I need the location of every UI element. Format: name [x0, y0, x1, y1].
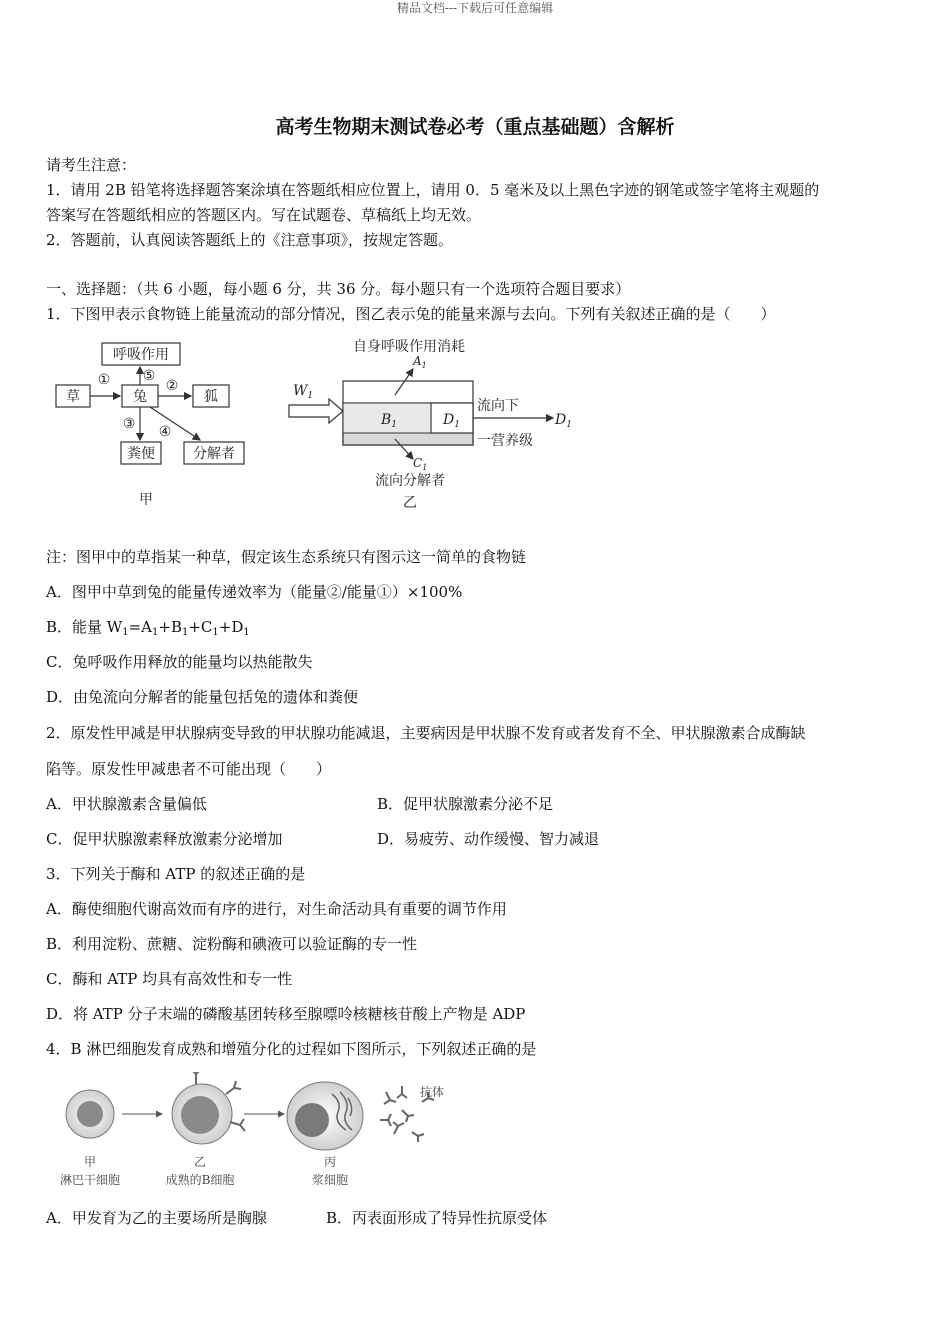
rabbit-label: 兔 — [133, 389, 147, 405]
fox-label: 狐 — [204, 389, 218, 405]
q3-stem: 3．下列关于酶和 ATP 的叙述正确的是 — [46, 865, 306, 883]
page-title: 高考生物期末测试卷必考（重点基础题）含解析 — [275, 116, 675, 138]
cell-jia-name: 淋巴干细胞 — [59, 1173, 121, 1187]
q2-stem-line-1: 2．原发性甲减是甲状腺病变导致的甲状腺功能减退，主要病因是甲状腺不发育或者发育不全、甲状腺激素合成酶缺 — [46, 724, 806, 742]
q1-option-d: D．由兔流向分解者的能量包括兔的遗体和粪便 — [46, 688, 359, 706]
mature-b-cell-nucleus — [181, 1096, 219, 1134]
arrow-3-number: ③ — [122, 416, 136, 432]
a1-label: $A_1$ — [413, 354, 427, 370]
q1-option-a: A．图甲中草到兔的能量传递效率为（能量②/能量①）×100% — [46, 583, 463, 601]
cell-yi-label: 乙 — [193, 1155, 207, 1169]
q2-option-c: C．促甲状腺激素释放激素分泌增加 — [46, 830, 283, 848]
q3-option-c: C．酶和 ATP 均具有高效性和专一性 — [46, 970, 293, 988]
q2-option-a: A．甲状腺激素含量偏低 — [46, 795, 207, 813]
q1-stem: 1．下图甲表示食物链上能量流动的部分情况，图乙表示兔的能量来源与去向。下列有关叙述正确的是（ ） — [46, 305, 776, 323]
d1-label: $D_1$ — [443, 412, 460, 430]
feces-label: 粪便 — [127, 446, 155, 462]
food-chain-diagram — [50, 338, 260, 518]
grass-label: 草 — [66, 389, 80, 405]
q2-option-d: D．易疲劳、动作缓慢、智力减退 — [377, 830, 600, 848]
q3-option-b: B．利用淀粉、蔗糖、淀粉酶和碘液可以验证酶的专一性 — [46, 935, 418, 953]
rabbit-energy-diagram — [285, 335, 575, 515]
flow-decomposer-label: 流向分解者 — [375, 473, 445, 489]
respiration-consumption-label: 自身呼吸作用消耗 — [353, 339, 465, 355]
figure-yi-caption: 乙 — [403, 495, 417, 511]
notice-item-2: 2．答题前，认真阅读答题纸上的《注意事项》，按规定答题。 — [46, 231, 454, 249]
q3-option-d: D．将 ATP 分子末端的磷酸基团转移至腺嘌呤核糖核苷酸上产物是 ADP — [46, 1005, 526, 1023]
c1-label: $C_1$ — [413, 456, 428, 472]
cell-yi-name: 成熟的B细胞 — [165, 1173, 235, 1187]
decomposer-label: 分解者 — [193, 446, 235, 462]
cell-bing-name: 浆细胞 — [311, 1173, 349, 1187]
w1-label: $W_1$ — [293, 383, 314, 401]
cell-jia-label: 甲 — [83, 1155, 97, 1169]
cell-bing-label: 丙 — [323, 1155, 337, 1169]
q4-option-a: A．甲发育为乙的主要场所是胸腺 — [46, 1209, 267, 1227]
arrow-4-number: ④ — [158, 424, 172, 440]
lymphoid-stem-cell-nucleus — [77, 1101, 103, 1127]
section-heading: 一、选择题：（共 6 小题，每小题 6 分，共 36 分。每小题只有一个选项符合题目要求） — [46, 280, 631, 298]
antibody-label: 抗体 — [419, 1085, 445, 1099]
plasma-cell-nucleus — [295, 1103, 329, 1137]
notice-heading: 请考生注意： — [46, 156, 137, 174]
flow-next-level-label-1: 流向下 — [477, 398, 519, 414]
b1-label: $B_1$ — [381, 412, 398, 430]
q4-option-b: B．丙表面形成了特异性抗原受体 — [326, 1209, 548, 1227]
q4-stem: 4．B 淋巴细胞发育成熟和增殖分化的过程如下图所示，下列叙述正确的是 — [46, 1040, 537, 1058]
b-cell-diagram — [50, 1072, 460, 1192]
arrow-5-number: ⑤ — [142, 368, 156, 384]
figure-jia-caption: 甲 — [139, 492, 153, 508]
flow-next-level-label-2: 一营养级 — [477, 433, 533, 449]
d1-output-label: $D_1$ — [555, 412, 572, 430]
arrow-2-number: ② — [165, 378, 179, 394]
q2-stem-line-2: 陷等。原发性甲减患者不可能出现（ ） — [46, 760, 332, 778]
arrow-1-number: ① — [97, 372, 111, 388]
q1-note: 注：图甲中的草指某一种草，假定该生态系统只有图示这一简单的食物链 — [46, 548, 527, 566]
respiration-label: 呼吸作用 — [113, 347, 169, 363]
q1-option-c: C．兔呼吸作用释放的能量均以热能散失 — [46, 653, 313, 671]
q3-option-a: A．酶使细胞代谢高效而有序的进行，对生命活动具有重要的调节作用 — [46, 900, 507, 918]
page-header: 精品文档---下载后可任意编辑 — [396, 1, 554, 15]
notice-item-1a: 1．请用 2B 铅笔将选择题答案涂填在答题纸相应位置上，请用 0．5 毫米及以上黑色字迹的钢笔或签字笔将主观题的 — [46, 181, 820, 199]
q1-option-b: B．能量 $W_1=A_1+B_1+C_1+D_1$ — [46, 618, 250, 638]
notice-item-1b: 答案写在答题纸相应的答题区内。写在试题卷、草稿纸上均无效。 — [46, 206, 482, 224]
q2-option-b: B．促甲状腺激素分泌不足 — [377, 795, 554, 813]
